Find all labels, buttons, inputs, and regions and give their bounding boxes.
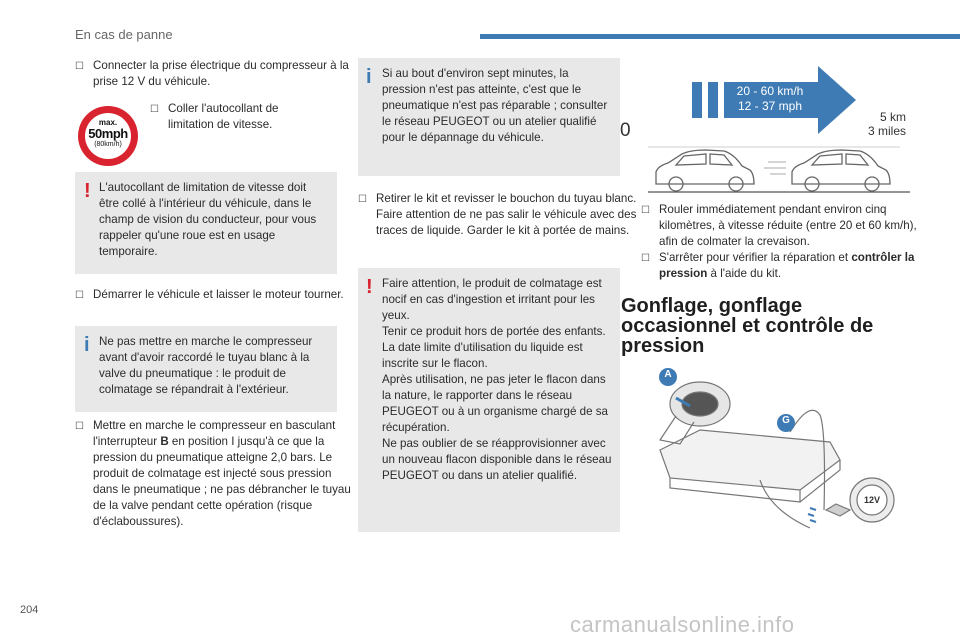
step-text: Connecter la prise électrique du compresseur à la prise 12 V du véhicule. xyxy=(93,59,349,88)
checkbox-bullet-icon: ☐ xyxy=(358,194,367,205)
socket-12v-label: 12V xyxy=(863,495,880,505)
step-start-compressor xyxy=(75,418,355,530)
step-start-engine xyxy=(75,287,348,303)
info-text: Ne pas mettre en marche le compresseur avant d'avoir raccordé le tuyau blanc à la valve du pneumatique : le produit de colmatage se répandrait à l'extérieur. xyxy=(99,335,313,396)
page-number: 204 xyxy=(20,604,39,616)
header-accent-bar xyxy=(480,34,960,39)
warning-exclamation-icon: ! xyxy=(366,276,373,298)
step-connect-compressor xyxy=(75,58,353,90)
warning-box-sticker xyxy=(75,172,337,274)
diagram-speed-mph: 12 - 37 mph xyxy=(737,99,803,113)
step-stop-and-check xyxy=(641,250,925,282)
speed-limit-sticker xyxy=(76,104,140,168)
info-text: Si au bout d'environ sept minutes, la pression n'est pas atteinte, c'est que le pneumatique n'est pas réparable ; consulter le réseau PEUGEOT ou un atelier qualifié pour le dépannage du véhicule. xyxy=(382,67,608,144)
step-text: Retirer le kit et revisser le bouchon du tuyau blanc. Faire attention de ne pas salir le véhicule avec des traces de liquide. Garder le kit à portée de mains. xyxy=(376,192,637,237)
info-box-pressure xyxy=(358,58,620,176)
kit-label-g: G xyxy=(782,415,790,426)
step-stick-sticker xyxy=(150,101,318,133)
section-heading: Gonflage, gonflage occasionnel et contrôle de pression xyxy=(621,295,874,357)
step-remove-kit xyxy=(358,191,638,239)
sticker-line1: max. xyxy=(98,118,118,127)
checkbox-bullet-icon: ☐ xyxy=(641,205,650,216)
sticker-line3: (80km/h) xyxy=(94,141,122,148)
step-text: Démarrer le véhicule et laisser le moteur tourner. xyxy=(93,288,344,301)
checkbox-bullet-icon: ☐ xyxy=(75,61,84,72)
info-icon: i xyxy=(84,334,90,356)
step-text: Coller l'autocollant de limitation de vitesse. xyxy=(168,102,279,131)
diagram-distance-miles: 3 miles xyxy=(867,124,906,138)
diagram-start-label: 0 xyxy=(620,120,631,141)
chapter-title: En cas de panne xyxy=(75,27,173,42)
checkbox-bullet-icon: ☐ xyxy=(641,253,650,264)
warning-box-sealant xyxy=(358,268,620,532)
sticker-line2: 50mph xyxy=(88,126,128,141)
step-text: Mettre en marche le compresseur en basculant l'interrupteur B en position I jusqu'à ce que la pression du pneumatique atteigne 2,0 bars. Le produit de colmatage est injecté sous pression dans le pneumatique ; ne pas débrancher le tuyau de la valve pendant cette opération (risque d'éclaboussures). xyxy=(93,419,351,528)
speed-distance-diagram xyxy=(620,62,910,198)
watermark: carmanualsonline.info xyxy=(570,612,795,637)
warning-exclamation-icon: ! xyxy=(84,180,91,202)
step-text: S'arrêter pour vérifier la réparation et contrôler la pression à l'aide du kit. xyxy=(659,251,915,280)
checkbox-bullet-icon: ☐ xyxy=(75,290,84,301)
checkbox-bullet-icon: ☐ xyxy=(75,421,84,432)
warning-text: Faire attention, le produit de colmatage est nocif en cas d'ingestion et irritant pour les yeux. Tenir ce produit hors de portée des enfants. La date limite d'utilisation du liquide est inscrite sur le flacon. Après utilisation, ne pas jeter le flacon dans la nature, le rapporter dans le réseau PEUGEOT ou à un organisme chargé de sa récupération. Ne pas oublier de se réapprovisionner avec un nouveau flacon disponible dans le réseau PEUGEOT ou dans un atelier qualifié. xyxy=(382,277,612,482)
info-box-compressor xyxy=(75,326,337,412)
step-drive-immediately xyxy=(641,202,925,250)
diagram-distance-km: 5 km xyxy=(879,110,906,124)
diagram-speed-km: 20 - 60 km/h xyxy=(736,84,804,98)
inflation-kit-illustration xyxy=(640,360,904,530)
warning-text: L'autocollant de limitation de vitesse doit être collé à l'intérieur du véhicule, dans le champ de vision du conducteur, pour vous rappeler qu'une roue est en usage temporaire. xyxy=(99,181,317,258)
kit-label-a: A xyxy=(664,369,672,380)
checkbox-bullet-icon: ☐ xyxy=(150,104,159,115)
step-text: Rouler immédiatement pendant environ cinq kilomètres, à vitesse réduite (entre 20 et 60 km/h), afin de colmater la crevaison. xyxy=(659,203,917,248)
info-icon: i xyxy=(366,66,372,88)
